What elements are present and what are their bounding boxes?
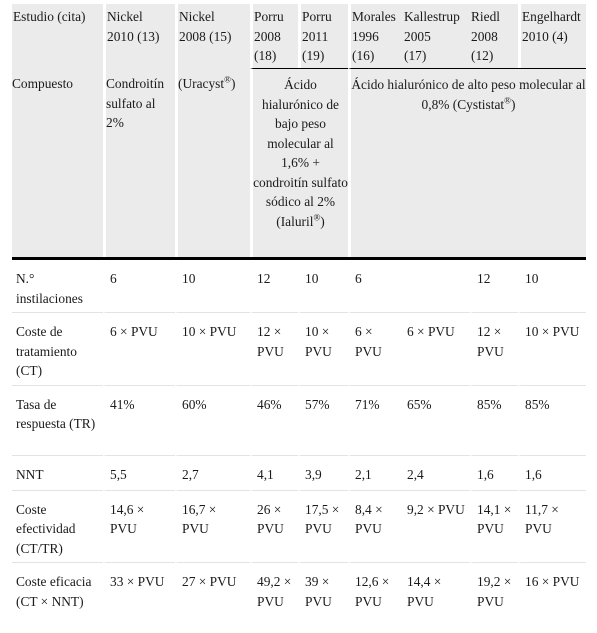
table-cell: 4,1: [250, 456, 298, 491]
table-cell: 2,7: [175, 456, 250, 491]
table-cell: 19,2 × PVU: [470, 563, 518, 633]
compound-cystistat: Ácido hialurónico de alto peso molecular al 0,8% (Cystistat®): [348, 68, 586, 257]
table-cell: 17,5 × PVU: [298, 491, 348, 564]
header-study-label: Estudio (cita): [12, 4, 103, 68]
table-cell: 41%: [103, 386, 175, 456]
table-cell: 57%: [298, 386, 348, 456]
table-cell: 49,2 × PVU: [250, 563, 298, 633]
row-label: Coste efectividad (CT/TR): [12, 491, 103, 564]
table-cell: 12: [250, 260, 298, 313]
table-cell: 6 × PVU: [103, 313, 175, 386]
table-cell: 9,2 × PVU: [403, 491, 470, 564]
table-cell: 10 × PVU: [298, 313, 348, 386]
table-cell: 10: [518, 260, 586, 313]
table-cell: 71%: [348, 386, 403, 456]
table-cell: 11,7 × PVU: [518, 491, 586, 564]
table-cell: 33 × PVU: [103, 563, 175, 633]
row-label: Coste eficacia (CT × NNT): [16, 574, 92, 609]
table-cell: 10: [175, 260, 250, 313]
table-cell: 14,4 × PVU: [407, 574, 442, 609]
header-study: Riedl 2008 (12): [470, 4, 518, 68]
table-row: [12, 491, 586, 564]
table-cell: 39 × PVU: [298, 563, 348, 633]
row-label: N.° instilaciones: [12, 260, 103, 313]
header-row-study: [12, 4, 586, 68]
table-cell: 3,9: [298, 456, 348, 491]
table-cell: 6 × PVU: [348, 313, 403, 386]
table-cell: 65%: [403, 386, 470, 456]
table-cell: 1,6: [518, 456, 586, 491]
table-cell: 85%: [470, 386, 518, 456]
table-cell: 8,4 × PVU: [348, 491, 403, 564]
table-cell: 6: [103, 260, 175, 313]
compound-ialuril: Ácido hialurónico de bajo peso molecular al 1,6% + condroitín sulfato sódico al 2% (Ialuril®): [250, 68, 348, 257]
header-study: Nickel 2010 (13): [103, 4, 175, 68]
table-cell: 14,1 × PVU: [470, 491, 518, 564]
table-cell: 14,6 × PVU: [103, 491, 175, 564]
header-study: Porru 2011 (19): [298, 4, 348, 68]
table-cell: 85%: [518, 386, 586, 456]
compound-uracyst: (Uracyst®): [175, 68, 250, 257]
header-study: Engelhardt 2010 (4): [518, 4, 586, 68]
table-cell: 12 × PVU: [470, 313, 518, 386]
table-row: [12, 313, 586, 386]
table-cell: 6 × PVU: [403, 313, 470, 386]
table-cell: 10 × PVU: [175, 313, 250, 386]
header-study: Kallestrup 2005 (17): [403, 4, 470, 68]
row-label: Coste de tratamiento (CT): [12, 313, 103, 386]
table-body: [12, 260, 586, 633]
header-study: Nickel 2008 (15): [175, 4, 250, 68]
header-compound-label: Compuesto: [12, 68, 103, 257]
header-row-compound: [12, 68, 586, 257]
table-row: [12, 563, 586, 633]
table-cell: 12,6 × PVU: [348, 563, 403, 633]
table-cell: 6: [348, 260, 403, 313]
row-label: NNT: [12, 456, 103, 491]
table-row: [12, 386, 586, 456]
table-cell: 12 × PVU: [250, 313, 298, 386]
table-row: [12, 456, 586, 491]
table-cell: 26 × PVU: [250, 491, 298, 564]
table-cell: 10: [298, 260, 348, 313]
table-cell: 27 × PVU: [175, 563, 250, 633]
table-cell: [403, 260, 470, 313]
table-cell: 10 × PVU: [518, 313, 586, 386]
table-cell: 2,4: [403, 456, 470, 491]
table-cell: 2,1: [348, 456, 403, 491]
table-cell: 5,5: [103, 456, 175, 491]
table-cell: 1,6: [470, 456, 518, 491]
table-cell: 16 × PVU: [518, 563, 586, 633]
table-cell: 16,7 × PVU: [175, 491, 250, 564]
row-label: Tasa de respuesta (TR): [12, 386, 103, 456]
table-cell: 60%: [175, 386, 250, 456]
table-cell: 12: [470, 260, 518, 313]
table-row: [12, 260, 586, 313]
header-study: Morales 1996 (16): [348, 4, 403, 68]
table-cell: 46%: [250, 386, 298, 456]
header-study: Porru 2008 (18): [250, 4, 298, 68]
cost-effectiveness-table: [12, 4, 586, 633]
compound-condroitin: Condroitín sulfato al 2%: [103, 68, 175, 257]
